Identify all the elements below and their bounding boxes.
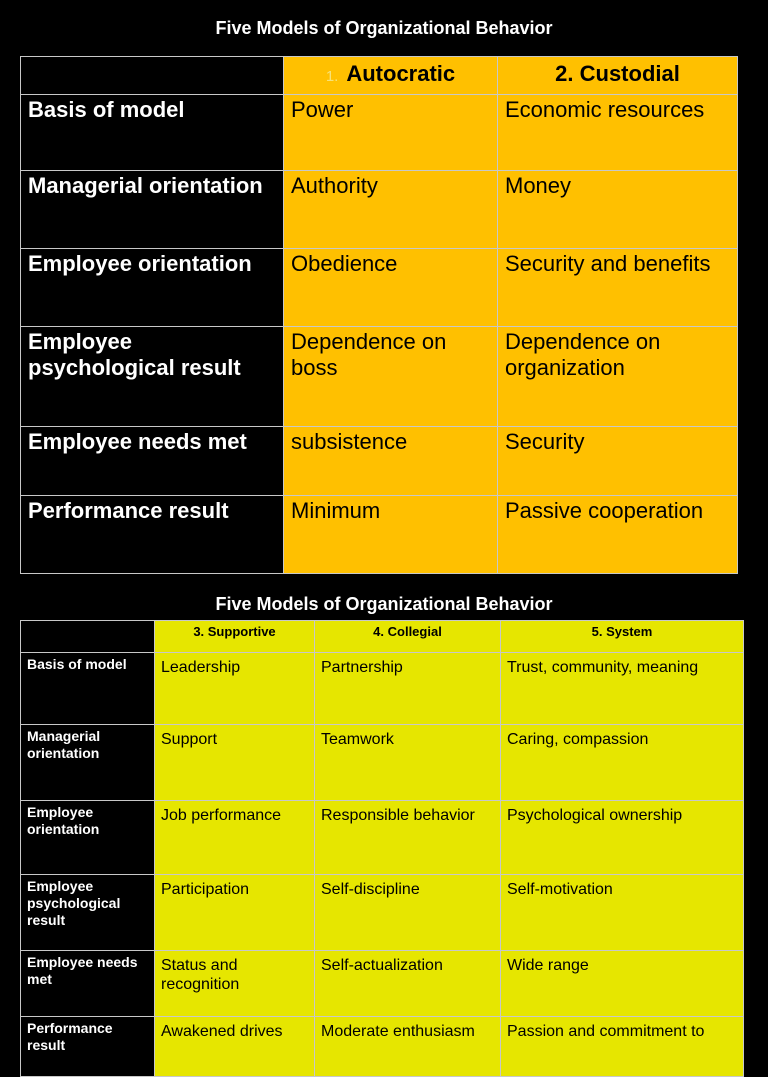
table-header-row <box>21 621 744 653</box>
header-empty-cell <box>21 621 155 653</box>
table-cell: Economic resources <box>498 95 738 171</box>
table-row <box>21 496 738 574</box>
table-cell: Self-discipline <box>315 875 501 951</box>
table-cell: Authority <box>284 171 498 249</box>
table-row <box>21 725 744 801</box>
header-empty-cell <box>21 57 284 95</box>
models-table-2 <box>20 620 744 1077</box>
table-row <box>21 1017 744 1077</box>
table-cell: Trust, community, meaning <box>501 653 744 725</box>
header-number: 1. <box>325 68 339 85</box>
table-cell: Dependence on boss <box>284 327 498 427</box>
bottom-table-title: Five Models of Organizational Behavior <box>215 594 553 614</box>
table-cell: Caring, compassion <box>501 725 744 801</box>
table-cell: subsistence <box>284 427 498 496</box>
table-cell: Wide range <box>501 951 744 1017</box>
table-cell: Responsible behavior <box>315 801 501 875</box>
header-custodial: 2. Custodial <box>498 57 738 95</box>
row-label: Performance result <box>21 1017 155 1077</box>
table-cell: Partnership <box>315 653 501 725</box>
header-autocratic <box>284 57 498 95</box>
models-table-1 <box>20 56 738 574</box>
header-system: 5. System <box>501 621 744 653</box>
row-label: Employee psychological result <box>21 327 284 427</box>
row-label: Employee psychological result <box>21 875 155 951</box>
table-cell: Status and recognition <box>155 951 315 1017</box>
row-label: Employee orientation <box>21 249 284 327</box>
table-cell: Teamwork <box>315 725 501 801</box>
row-label: Managerial orientation <box>21 171 284 249</box>
table-cell: Passion and commitment to <box>501 1017 744 1077</box>
table-cell: Dependence on organization <box>498 327 738 427</box>
table-cell: Self-actualization <box>315 951 501 1017</box>
row-label: Managerial orientation <box>21 725 155 801</box>
table-cell: Psychological ownership <box>501 801 744 875</box>
table-cell: Power <box>284 95 498 171</box>
table-row <box>21 171 738 249</box>
table-cell: Awakened drives <box>155 1017 315 1077</box>
table-row <box>21 327 738 427</box>
header-collegial: 4. Collegial <box>315 621 501 653</box>
table-row <box>21 801 744 875</box>
table-row <box>21 951 744 1017</box>
table-row <box>21 95 738 171</box>
table-cell: Participation <box>155 875 315 951</box>
table-cell: Job performance <box>155 801 315 875</box>
table-cell: Leadership <box>155 653 315 725</box>
table-cell: Moderate enthusiasm <box>315 1017 501 1077</box>
table-row <box>21 653 744 725</box>
table-header-row <box>21 57 738 95</box>
table-cell: Passive cooperation <box>498 496 738 574</box>
header-supportive: 3. Supportive <box>155 621 315 653</box>
table-cell: Minimum <box>284 496 498 574</box>
table-cell: Support <box>155 725 315 801</box>
row-label: Basis of model <box>21 653 155 725</box>
table-cell: Self-motivation <box>501 875 744 951</box>
row-label: Employee needs met <box>21 427 284 496</box>
table-cell: Security <box>498 427 738 496</box>
table-row <box>21 249 738 327</box>
table-row <box>21 427 738 496</box>
table-cell: Obedience <box>284 249 498 327</box>
row-label: Performance result <box>21 496 284 574</box>
row-label: Basis of model <box>21 95 284 171</box>
table-cell: Money <box>498 171 738 249</box>
row-label: Employee needs met <box>21 951 155 1017</box>
row-label: Employee orientation <box>21 801 155 875</box>
table-row <box>21 875 744 951</box>
top-table-title: Five Models of Organizational Behavior <box>215 18 553 38</box>
table-cell: Security and benefits <box>498 249 738 327</box>
header-label: Autocratic <box>346 61 456 86</box>
